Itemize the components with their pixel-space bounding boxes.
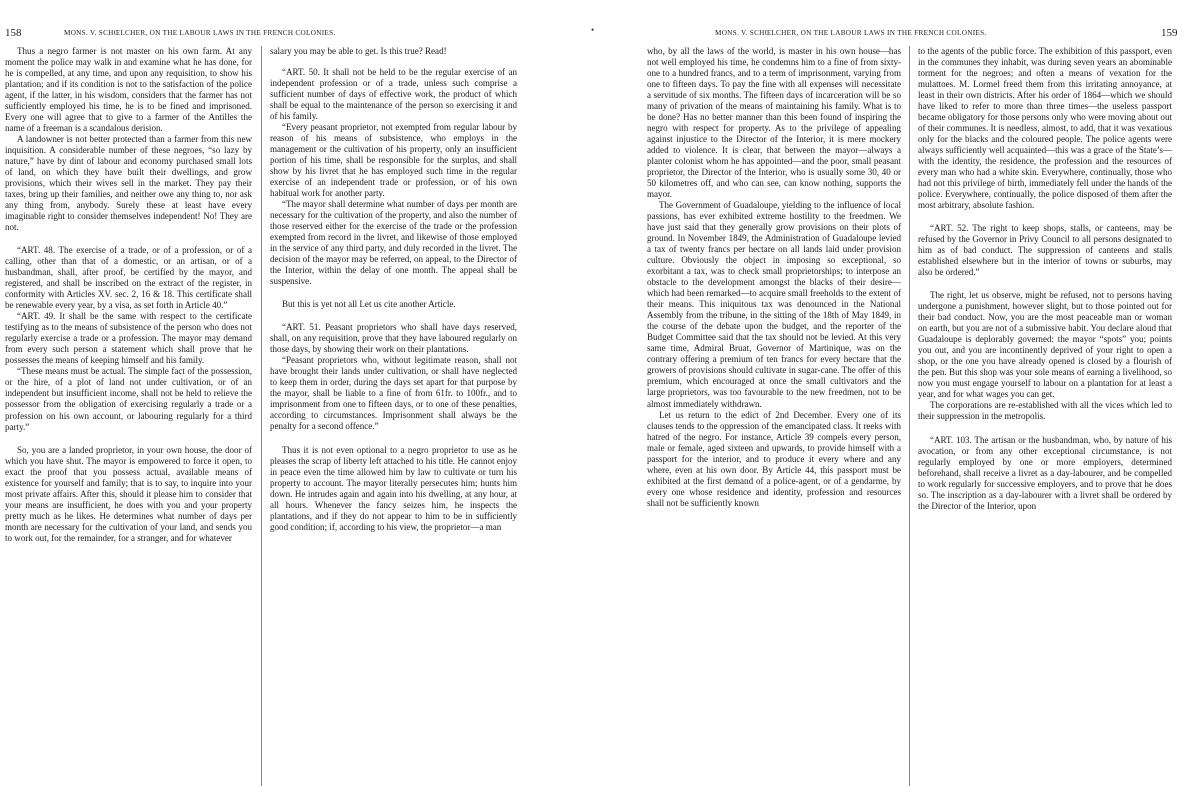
paragraph: The right, let us observe, might be refused, not to persons having undergone a punishment, however slight, but to those pointed out for their bad conduct. Now, you are the most peaceable man or woman on earth, but you are not of a submissive habit. You declare aloud that Guadaloupe is deplorably governed: the mayor “spots” you; points you out, and you are incontinently deprived of your right to open a shop, or the one you have already opened is closed by a flourish of the pen. But this shop was your sole means of earning a livelihood, so now you must engage yourself to labour on a plantation for at least a year, and for what wages you can get. [918,290,1172,400]
paragraph: Thus a negro farmer is not master on his own farm. At any moment the police may walk in and examine what he has done, for he is compelled, at any time, and upon any requisition, to show his plantation; and if its condition is not to the satisfaction of the police agent, if the latter, in his wisdom, considers that the farmer has not sufficiently employed his time, he is to be fined and imprisoned. Every one will agree that to give to a farmer of the Antilles the name of a freeman is a scandalous derision. [5,46,252,134]
paragraph: to the agents of the public force. The exhibition of this passport, even in the communes they inhabit, was during seven years an abominable torment for the negroes; and often a means of vexation for the mulattoes. M. Lormel freed them from this irritating annoyance, at least in their own districts. After his order of 1864—which we should have liked to refer to more than three times—the useless passport became obligatory for those persons only who were moving about out of their communes. It is needless, almost, to add, that it was vexatious only for the blacks and the coloured people. The police agents were always sufficiently well acquainted—this was a grace of the State’s—with the identity, the residence, the profession and the resources of every man who had a white skin. Everywhere, continually, those who had not this privilege of birth, immediately fell under the hands of the police. Everywhere, continually, the police disposed of them after the most arbitrary, absolute fashion. [918,46,1172,211]
article-paragraph: “These means must be actual. The simple fact of the possession, or the hire, of a plot of land not under cultivation, or of an independent but insufficient income, shall not be held to relieve the possessor from the obligation of exercising regularly a trade or a profession on his own account, or labouring regularly for a third party.” [5,366,252,432]
article-paragraph: “Every peasant proprietor, not exempted from regular labour by reason of his means of subsistence, who employs in the management or the cultivation of his property, only an insufficient portion of his time, shall be responsible for the surplus, and shall show by his livret that he has employed such time in the regular exercise of an independent trade or profession, or of his own habitual work for another party. [270,122,517,199]
paragraph: The Government of Guadaloupe, yielding to the influence of local passions, has ever exhibited extreme hostility to the freedmen. We have just said that they generally grow provisions on their plots of ground. In November 1849, the Administration of Guadaloupe levied a tax of twenty francs per hectare on all lands laid under provision culture. Obviously the object in imposing so exceptional, so exorbitant a tax, was to check small proprietorships; to interpose an obstacle to the development amongst the blacks of their desire—which had been remarked—to acquire small freeholds to the extent of their means. This iniquitous tax was denounced in the National Assembly from the tribune, in the sitting of the 18th of May 1849, in the course of the debate upon the budget, and the reporter of the Budget Committee said that the tax should not be levied. At this very same time, Admiral Bruat, Governor of Martinique, was on the contrary offering a premium of ten francs for every hectare that the growers of provisions should cultivate in sugar-cane. The offer of this premium, which encouraged at once the small cultivators and the large proprietors, was too favourable to the new freedmen, not to be almost immediately withdrawn. [647,200,901,409]
paragraph: So, you are a landed proprietor, in your own house, the door of which you have shut. The mayor is empowered to force it open, to exact the proof that you possess actual, available means of existence for yourself and family; that is to say, to inquire into your most private affairs. After this, should it please him to consider that your means are insufficient, he does with you and your property pretty much as he likes. He determines what number of days per month are necessary for the cultivation of your land, and sends you to work out, for the remainder, for a stranger, and for whatever [5,444,252,543]
right-page [637,0,1200,793]
paragraph: Thus it is not even optional to a negro proprietor to use as he pleases the scrap of liberty left attached to his title. He cannot enjoy in peace even the time allowed him by law to cultivate or turn his property to account. The mayor literally persecutes him; hunts him down. He intrudes again and again into his dwelling, at any hour, at all hours. Whenever the fancy seizes him, he inspects the plantations, and if they do not appear to him to be in sufficiently good condition; if, according to his view, the proprietor—a man [270,444,517,532]
paragraph: But this is yet not all Let us cite another Article. [282,299,456,310]
gutter-mark: • [591,25,595,35]
article-paragraph: “ART. 48. The exercise of a trade, or of a profession, or of a calling, other than that of a domestic, or an artisan, or of a husbandman, shall, after proof, be certified by the mayor, and registered, and shall be inscribed on the extract of the register, in conformity with Articles XV. sec. 2, 16 & 18. This certificate shall be renewable every year, by a visa, as set forth in Article 40.” [5,245,252,311]
article-paragraph: “ART. 52. The right to keep shops, stalls, or canteens, may be refused by the Governor in Privy Council to all persons designated to him as of bad conduct. The suppression of canteens and stalls established elsewhere but in the interior of towns or suburbs, may also be ordered.” [918,223,1172,278]
column-1 [5,46,252,786]
paragraph: The corporations are re-established with all the vices which led to their suppression in the metropolis. [918,400,1172,422]
article-paragraph: “Peasant proprietors who, without legitimate reason, shall not have brought their lands under cultivation, or shall have neglected to keep them in order, during the days set apart for that purpose by the mayor, shall be liable to a fine of from 61fr. to 100fr., and to imprisonment from one to fifteen days, or to one of these penalties, according to circumstances. Imprisonment shall always be the penalty for a second offence.” [270,355,517,432]
article-paragraph: “The mayor shall determine what number of days per month are necessary for the cultivation of the property, and also the number of those reserved either for the exercise of the trade or the profession exempted from record in the livret, and likewise of those employed in the service of any third party, and duly recorded in the livret. The decision of the mayor may be referred, on appeal, to the Director of the Interior, within the delay of one month. The appeal shall be suspensive. [270,199,517,287]
paragraph: who, by all the laws of the world, is master in his own house—has not well employed his time, he condemns him to a fine of from sixty-one to a hundred francs, and to a term of imprisonment, varying from one to fifteen days. To pay the fine with all expenses will necessitate a servitude of six months. The fifteen days of incarceration will be so many of privation of the means of maintaining his family. What is to be done? Has no better manner than this been found of inspiring the negro with respect for property. As to the privilege of appealing against injustice to the Director of the Interior, it is mere mockery added to violence. It is clear, that between the mayor—always a planter colonist whom he has appointed—and the poor, small peasant proprietor, the Director of the Interior, who is usually some 30, 40 or 50 kilometres off, and who can see, can know nothing, supports the mayor. [647,46,901,200]
gutter [526,0,637,793]
paragraph: Let us return to the edict of 2nd December. Every one of its clauses tends to the oppression of the emancipated class. It reeks with hatred of the negro. For instance, Article 39 compels every person, male or female, aged sixteen and upwards, to provide himself with a passport for the interior, and to produce it every where and any where, even at his own door. By Article 44, this passport must be exhibited at the first demand of a police-agent, or of a gendarme, by every one whose residence and identity, profession and resources shall not be sufficiently known [647,409,901,508]
column-2 [918,46,1172,786]
paragraph: A landowner is not better protected than a farmer from this new inquisition. A considerable number of these negroes, “so lazy by nature,” have by dint of labour and economy purchased small lots of land, on which they have built their dwellings, and grow provisions, which their wives sell in the market. They pay their taxes, bring up their families, and neither owe any thing to, nor ask any thing from, anybody. Surely these at least have every imaginable right to consider themselves independent! No! They are not. [5,134,252,233]
article-paragraph: “ART. 50. It shall not be held to be the regular exercise of an independent profession or of a trade, unless such comprise a sufficient number of days of effective work, the product of which shall be equal to the maintenance of the person so exercising it and of his family. [270,67,517,122]
paragraph: salary you may be able to get. Is this true? Read! [270,46,447,56]
column-separator [261,46,262,786]
page-number: 159 [1161,27,1178,39]
article-paragraph: “ART. 103. The artisan or the husbandman, who, by nature of his avocation, or from any other exceptional circumstance, is not regularly employed by one or more employers, determined beforehand, shall receive a livret as a day-labourer, and be compelled to work regularly for successive employers, and to prove that he does so. The inscription as a day-labourer with a livret shall be ordered by the Director of the Interior, upon [918,434,1172,511]
running-head: MONS. V. SCHŒLCHER, ON THE LABOUR LAWS IN THE FRENCH COLONIES. [64,29,336,37]
column-separator [909,46,910,786]
page-number: 158 [5,27,22,39]
column-1 [647,46,901,786]
article-paragraph: “ART. 51. Peasant proprietors who shall have days reserved, shall, on any requisition, prove that they have laboured regularly on those days, by showing their work on their plantations. [270,322,517,355]
column-2 [270,46,517,786]
running-head: MONS. V. SCHŒLCHER, ON THE LABOUR LAWS IN THE FRENCH COLONIES. [715,29,987,37]
left-page [0,0,526,793]
article-paragraph: “ART. 49. It shall be the same with respect to the certificate testifying as to the means of subsistence of the person who does not regularly exercise a trade or a profession. The mayor may demand from every such person a statement which shall prove that he possesses the means of keeping himself and his family. [5,311,252,366]
